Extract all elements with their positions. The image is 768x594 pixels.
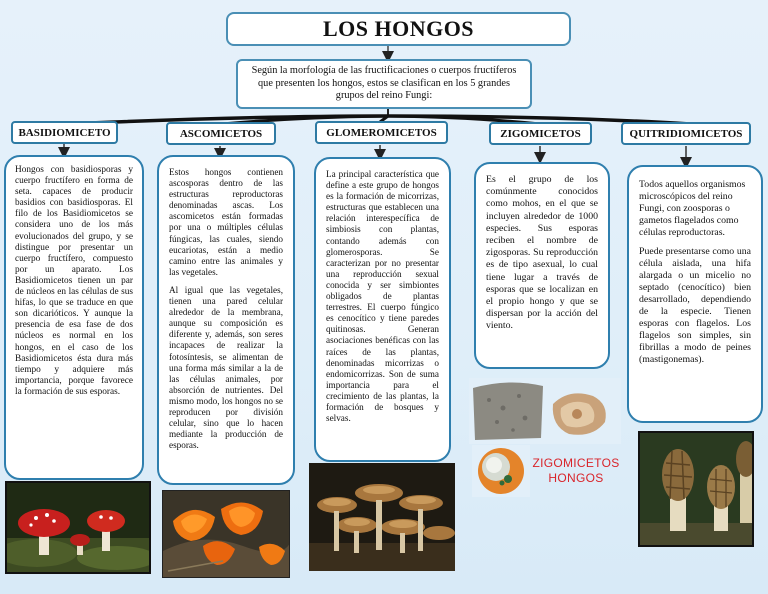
page-title [226,12,571,46]
morel-mushrooms-image [640,433,754,547]
photo-ascomicetos [162,490,290,578]
photo-quitridiomicetos [638,431,754,547]
column-ascomicetos [157,155,295,485]
moldy-orange-image [472,445,530,497]
moldy-bread-image [469,378,621,444]
photo-basidiomiceto [5,481,151,574]
column-zigomicetos [474,162,610,369]
zigomicetos-image-label [526,456,626,486]
heading-ascomicetos [166,122,276,145]
column-zigomicetos-text: Es el grupo de los comúnmente conocidos como mohos, en el que se incluyen alrededor de 1000 especies. Sus esporas reciben el nombre de zigosporas. Su reproducción es de tipo asexual, lo cual tiene lugar a través de esporas que se localizan en el propio hongo y que se dispersan por la acción del viento. [486,174,598,332]
heading-quitridiomicetos [621,122,751,145]
column-glomeromicetos-text: La principal característica que define a este grupo de hongos es la formación de micorrizas, estructuras que establecen una relación interespecífica de simbiosis con plantas, contando además con glomerosporas. Se caracterizan por no presentar una reproducción sexual conocida y ser simbiontes obligados de plantas terrestres. El cuerpo fúngico es cenocítico y tiene paredes quitinosas. Generan asociaciones benéficas con las raíces de las plantas, denominadas micorrizas o endomicorrizas. Son de suma importancia para el crecimiento de las plantas, la formación de bosques y selvas. [326,169,439,424]
column-quitridiomicetos-text-1: Todos aquellos organismos microscópicos del reino Fungi, con zoosporas o gametos flagelados como células reproductoras. [639,179,746,238]
column-glomeromicetos [314,157,451,462]
photo-zigomicetos-orange [472,445,530,497]
orange-cup-fungi-image [163,491,290,578]
heading-ascomicetos-label: ASCOMICETOS [179,127,263,140]
heading-zigomicetos [489,122,592,145]
column-quitridiomicetos-text-2: Puede presentarse como una célula aislada, una hifa alargada o un micelio no septado (cenocítico) bien desarrollado, dependiendo de la especie. Tienen esporas con flagelos. Los flagelos son simples, sin fibrillas a modo de peines (mastigonemas). [639,246,751,365]
zigomicetos-image-label-line1: ZIGOMICETOS [532,456,620,470]
zigomicetos-image-label-line2: HONGOS [548,471,604,485]
heading-zigomicetos-label: ZIGOMICETOS [500,127,581,140]
photo-zigomicetos-bread [469,378,621,444]
column-ascomicetos-text-1: Estos hongos contienen ascosporas dentro de las estructuras reproductoras denominadas ascas. Los ascomicetos están formadas por una o múltiples células fúngicas, las cuales, siendo eucariotas, están a medio camino entre las animales y las vegetales. [169,167,283,277]
column-quitridiomicetos [627,165,763,423]
intro-text: Según la morfología de las fructificaciones o cuerpos fructíferos que presenten los hongos, estos se clasifican en los 5 grandes grupos del reino Fungi: [251,65,517,101]
heading-quitridiomicetos-label: QUITRIDIOMICETOS [629,127,743,140]
column-ascomicetos-text-2: Al igual que las vegetales, tienen una pared celular alrededor de la membrana, aunque su composición es diferente y, además, son seres incapaces de realizar la fotosíntesis, se alimentan de una forma más similar a la de las células animales, por absorción de nutrientes. Del mismo modo, los hongos no se reproducen por división celular, sino que lo hacen mediante la producción de esporas. [169,284,283,451]
column-basidiomiceto [4,155,144,480]
brown-mushroom-cluster-image [309,463,455,571]
page-title-text: LOS HONGOS [322,16,475,41]
heading-glomeromicetos-label: GLOMEROMICETOS [326,126,437,139]
photo-glomeromicetos [309,463,455,571]
column-basidiomiceto-text: Hongos con basidiosporas y cuerpo fructífero en forma de seta. capaces de producir basidios con basidiosporas. El filo de los Basidiomicetos se considera uno de los más evolucionados del grupo, y se distingue por presentar un cuerpo fructífero, compuesto por un aparato. Los Basidiomicetos tienen un par de núcleos en las células de sus hifas, lo que se traduce en que son dicarióticos. Y aunque la presencia de esa fase de dos núcleos es normal en los hongos, en el caso de los Basidiomicetos ésta dura más tiempo y adquiere más importancia, porque favorece la formación de sus esporas. [15,165,133,397]
heading-basidiomiceto [11,121,118,144]
heading-glomeromicetos [315,121,448,144]
intro-box [236,59,532,109]
heading-basidiomiceto-label: BASIDIOMICETO [18,126,111,139]
amanita-mushrooms-image [7,483,151,574]
